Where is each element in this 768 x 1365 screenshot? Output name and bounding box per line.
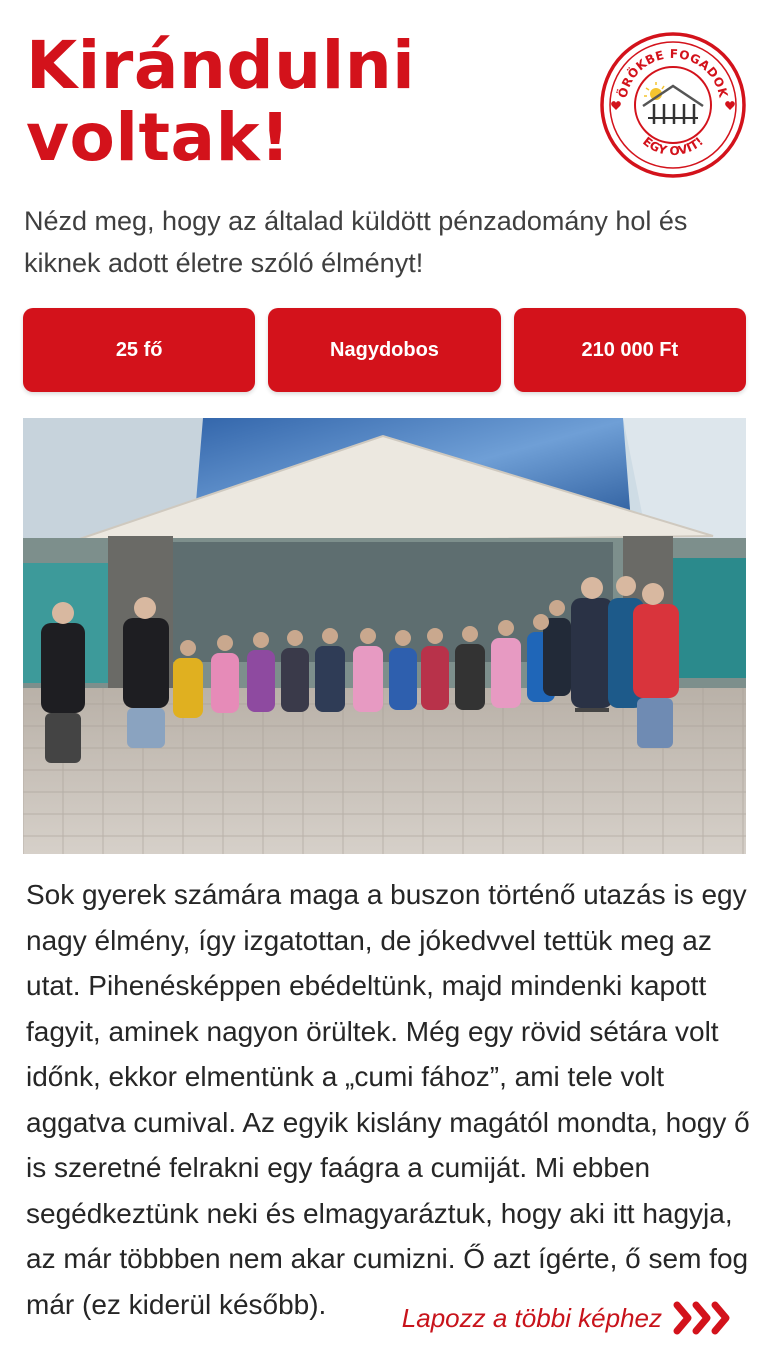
- stat-amount[interactable]: 210 000 Ft: [514, 308, 746, 392]
- adopt-kindergarten-stamp: [598, 30, 748, 180]
- stat-location[interactable]: Nagydobos: [268, 308, 500, 392]
- stat-participants[interactable]: 25 fő: [23, 308, 255, 392]
- svg-text:ÖRÖKBE FOGADOK: [615, 47, 731, 100]
- svg-text:EGY OVIT!: [640, 134, 706, 158]
- house-sun-icon: [643, 82, 703, 124]
- stats-row: [23, 308, 746, 392]
- swipe-label: Lapozz a többi képhez: [401, 1302, 662, 1333]
- story-text: Sok gyerek számára maga a buszon történő utazás is egy nagy élmény, így izgatottan, de jókedvvel tettük meg az utat. Pihenésképpen ebédeltünk, majd mindenki kapott fagyit, aminek nagyon örültek. Még egy rövid sétára volt időnk, ekkor elmentünk a „cumi fához”, ami tele volt aggatva cumival. Az egyik kislány magától mondta, hogy ő is szeretné felrakni egy faágra a cumiját. Mi ebben segédkeztünk neki és elmagyaráztuk, hogy aki itt hagyja, az már többben nem akar cumizni. Ő azt ígérte, ő sem fog már (ez kiderül később).: [26, 879, 750, 1320]
- subtitle: Nézd meg, hogy az általad küldött pénzadomány hol és kiknek adott életre szóló élményt!: [24, 206, 688, 278]
- title-line-1: Kirándulni: [26, 27, 416, 104]
- triple-chevron-right-icon[interactable]: [672, 1300, 734, 1336]
- swipe-hint[interactable]: [402, 1300, 734, 1336]
- title-line-2: voltak!: [26, 99, 291, 176]
- stamp-top-text: ÖRÖKBE FOGADOK: [615, 46, 731, 100]
- page-title: [26, 27, 416, 176]
- stamp-bottom-text: EGY OVIT!: [640, 134, 706, 159]
- group-photo[interactable]: [23, 418, 746, 854]
